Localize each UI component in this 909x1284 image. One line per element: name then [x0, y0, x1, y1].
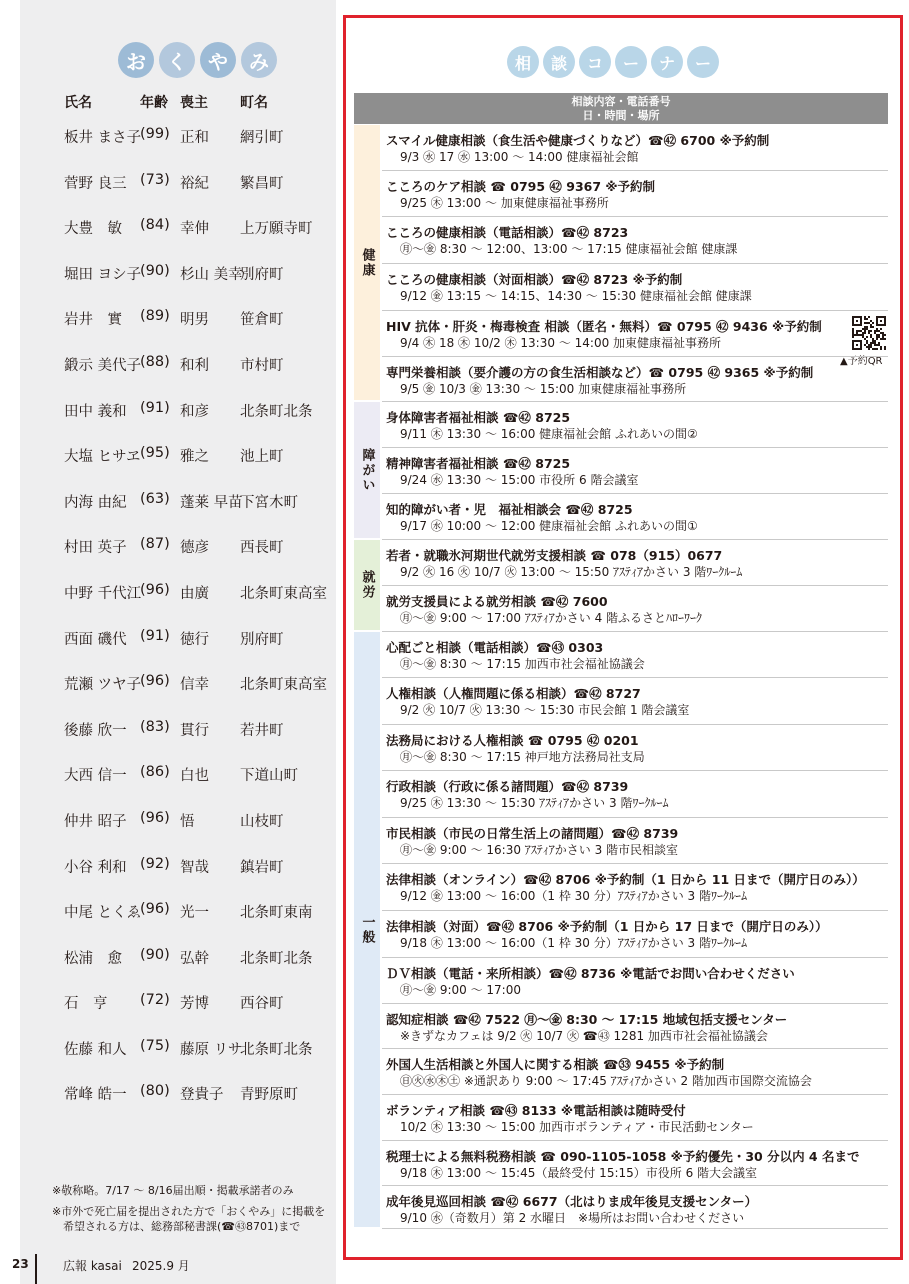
- obituary-row: [64, 114, 334, 160]
- obituary-town: 池上町: [240, 449, 284, 466]
- consultation-entry: [382, 171, 888, 217]
- header-mourner: 喪主: [180, 95, 208, 111]
- obituary-mourner: 悟: [180, 813, 195, 830]
- consultation-panel: [343, 15, 903, 1260]
- consultation-detail-text: ㊊～㊎ 9:00 ～ 17:00: [400, 983, 521, 997]
- consultation-detail-text: ㊐㊋㊌㊍㊏ ※通訳あり 9:00 ～ 17:45 ｱｽﾃｨｱかさい 2 階加西市国際交流協会: [400, 1074, 812, 1088]
- obituary-row: [64, 296, 334, 342]
- obituary-note: ※敬称略。7/17 ～ 8/16届出順・掲載承諾者のみ: [52, 1184, 294, 1197]
- consultation-detail-text: 9/25 ㊍ 13:30 ～ 15:30 ｱｽﾃｨｱかさい 3 階ﾜｰｸﾙｰﾑ: [400, 796, 669, 810]
- consultation-detail-text: 9/25 ㊍ 13:00 ～ 加東健康福祉事務所: [400, 196, 609, 210]
- obituary-age: (63): [140, 490, 170, 507]
- consultation-entry: [382, 264, 888, 311]
- header-age: 年齢: [140, 95, 168, 111]
- obituary-mourner: 芳博: [180, 996, 209, 1013]
- consultation-title-text: 就労支援員による就労相談 ☎㊷ 7600: [386, 594, 608, 609]
- consultation-entry: [382, 402, 888, 448]
- consultation-detail-text: 9/10 ㊌（奇数月）第 2 水曜日 ※場所はお問い合わせください: [400, 1211, 745, 1225]
- consultation-title-text: スマイル健康相談（食生活や健康づくりなど）☎㊷ 6700 ※予約制: [386, 133, 770, 148]
- consultation-detail-text: 9/2 ㊋ 10/7 ㊋ 13:30 ～ 15:30 市民会館 1 階会議室: [400, 703, 690, 717]
- obituary-age: (80): [140, 1083, 170, 1100]
- consultation-title-text: 知的障がい者・児 福祉相談会 ☎㊷ 8725: [386, 502, 633, 517]
- obituary-town: 若井町: [240, 722, 284, 739]
- obituary-row: [64, 160, 334, 206]
- obituary-mourner: 雅之: [180, 449, 209, 466]
- obituary-name: 大豊 敏: [64, 221, 122, 238]
- category-label: 就労: [359, 570, 375, 600]
- consultation-title-text: 法律相談（オンライン）☎㊷ 8706 ※予約制（1 日から 11 日まで（開庁日のみ））: [386, 872, 865, 887]
- obituary-mourner: 明男: [180, 312, 209, 329]
- obituary-row: [64, 980, 334, 1026]
- obituary-row: [64, 616, 334, 662]
- consultation-entry: [382, 586, 888, 632]
- consultation-title-char: ナ: [651, 46, 683, 78]
- obituary-row: [64, 844, 334, 890]
- obituary-row: [64, 342, 334, 388]
- obituary-age: (75): [140, 1037, 170, 1054]
- table-header-line: 相談内容・電話番号: [571, 95, 671, 108]
- obituary-title-char: く: [159, 42, 195, 78]
- obituary-name: 内海 由紀: [64, 494, 127, 511]
- obituary-row: [64, 251, 334, 297]
- obituary-town: 山枝町: [240, 813, 284, 830]
- consultation-entry: [382, 725, 888, 771]
- consultation-title-text: 法律相談（対面）☎㊷ 8706 ※予約制（1 日から 17 日まで（開庁日のみ））: [386, 919, 828, 934]
- obituary-row: [64, 1026, 334, 1072]
- obituary-town: 繁昌町: [240, 175, 284, 192]
- obituary-town: 北条町東高室: [240, 677, 327, 694]
- obituary-name: 荒瀬 ツヤ子: [64, 677, 142, 694]
- obituary-town: 北条町北条: [240, 403, 313, 420]
- obituary-name: 菅野 良三: [64, 175, 127, 192]
- consultation-title-text: こころのケア相談 ☎ 0795 ㊷ 9367 ※予約制: [386, 179, 656, 194]
- table-header: [354, 93, 888, 124]
- obituary-town: 北条町東高室: [240, 585, 327, 602]
- consultation-title-text: 精神障害者福祉相談 ☎㊷ 8725: [386, 456, 571, 471]
- obituary-age: (90): [140, 946, 170, 963]
- publication-date: 2025.9 月: [132, 1259, 190, 1273]
- obituary-list: [64, 114, 334, 1117]
- obituary-name: 堀田 ヨシ子: [64, 266, 142, 283]
- consultation-title-text: 専門栄養相談（要介護の方の食生活相談など）☎ 0795 ㊷ 9365 ※予約制: [386, 365, 814, 380]
- consultation-title-text: こころの健康相談（対面相談）☎㊷ 8723 ※予約制: [386, 272, 683, 287]
- consultation-title: [507, 46, 719, 78]
- obituary-town: 網引町: [240, 130, 284, 146]
- obituary-town: 西谷町: [240, 996, 284, 1013]
- obituary-age: (96): [140, 809, 170, 826]
- obituary-name: 村田 英子: [64, 540, 127, 557]
- obituary-mourner: 徳行: [180, 631, 209, 648]
- obituary-name: 小谷 利和: [64, 859, 127, 876]
- obituary-name: 岩井 實: [64, 312, 122, 329]
- obituary-age: (99): [140, 126, 170, 142]
- obituary-name: 中野 千代江: [64, 585, 142, 602]
- consultation-detail-text: ㊊～㊎ 9:00 ～ 17:00 ｱｽﾃｨｱかさい 4 階ふるさとﾊﾛｰﾜｰｸ: [400, 611, 703, 625]
- consultation-entry: [382, 448, 888, 494]
- consultation-detail-text: 9/24 ㊌ 13:30 ～ 15:00 市役所 6 階会議室: [400, 473, 639, 487]
- obituary-note-line: 希望される方は、総務部秘書課(☎㊸8701)まで: [52, 1220, 301, 1233]
- consultation-detail-text: 9/4 ㊍ 18 ㊍ 10/2 ㊍ 13:30 ～ 14:00 加東健康福祉事務所: [400, 336, 722, 350]
- obituary-row: [64, 479, 334, 525]
- consultation-title-text: 行政相談（行政に係る諸問題）☎㊷ 8739: [386, 779, 629, 794]
- obituary-name: 仲井 昭子: [64, 813, 127, 830]
- consultation-title-text: 認知症相談 ☎㊷ 7522 ㊊～㊎ 8:30 ～ 17:15 地域包括支援センター: [386, 1012, 788, 1027]
- consultation-entry: [382, 494, 888, 540]
- obituary-mourner: 德彦: [180, 540, 209, 557]
- obituary-town: 別府町: [240, 266, 284, 283]
- obituary-mourner: 藤原 リサ: [180, 1041, 243, 1058]
- category-health: [354, 125, 380, 400]
- obituary-age: (92): [140, 855, 170, 872]
- obituary-mourner: 蓬莱 早苗: [180, 494, 243, 511]
- obituary-mourner: 杉山 美幸: [180, 266, 243, 283]
- obituary-age: (90): [140, 262, 170, 279]
- consultation-title-text: 法務局における人権相談 ☎ 0795 ㊷ 0201: [386, 733, 639, 748]
- consultation-entry: [382, 911, 888, 958]
- obituary-town: 北条町東南: [240, 905, 313, 922]
- consultation-detail-text: 9/5 ㊎ 10/3 ㊎ 13:30 ～ 15:00 加東健康福祉事務所: [400, 382, 687, 396]
- obituary-age: (89): [140, 308, 170, 325]
- obituary-town: 青野原町: [240, 1087, 298, 1104]
- obituary-name: 松浦 愈: [64, 950, 122, 967]
- consultation-detail-text: 9/2 ㊋ 16 ㊋ 10/7 ㊋ 13:00 ～ 15:50 ｱｽﾃｨｱかさい 3 階ﾜｰｸﾙｰﾑ: [400, 565, 743, 579]
- consultation-entry: [382, 1095, 888, 1141]
- obituary-age: (96): [140, 581, 170, 598]
- consultation-detail-text: 9/12 ㊎ 13:00 ～ 16:00（1 枠 30 分）ｱｽﾃｨｱかさい 3 階ﾜｰｸﾙｰﾑ: [400, 889, 747, 903]
- obituary-title-char: み: [241, 42, 277, 78]
- consultation-entry: [382, 958, 888, 1004]
- category-label: 障がい: [359, 447, 375, 493]
- obituary-header-row: [64, 92, 334, 112]
- obituary-town: 北条町北条: [240, 1041, 313, 1058]
- consultation-title-text: ボランティア相談 ☎㊸ 8133 ※電話相談は随時受付: [386, 1103, 686, 1118]
- consultation-entry: [382, 1186, 888, 1229]
- consultation-title-char: 相: [507, 46, 539, 78]
- footer-divider: [35, 1254, 37, 1284]
- obituary-mourner: 信幸: [180, 677, 209, 694]
- obituary-town: 別府町: [240, 631, 284, 648]
- obituary-mourner: 智哉: [180, 859, 209, 876]
- obituary-note-line: ※市外で死亡届を提出された方で「おくやみ」に掲載を: [52, 1205, 326, 1218]
- obituary-title-char: や: [200, 42, 236, 78]
- obituary-age: (86): [140, 764, 170, 781]
- obituary-mourner: 登貴子: [180, 1087, 224, 1104]
- category-label: 一般: [359, 914, 375, 945]
- obituary-name: 佐藤 和人: [64, 1041, 127, 1058]
- consultation-detail-text: 9/12 ㊎ 13:15 ～ 14:15、14:30 ～ 15:30 健康福祉会館 健康課: [400, 289, 752, 303]
- consultation-title-text: 身体障害者福祉相談 ☎㊷ 8725: [386, 410, 571, 425]
- obituary-row: [64, 707, 334, 753]
- obituary-age: (84): [140, 217, 170, 234]
- consultation-detail-text: ㊊～㊎ 9:00 ～ 16:30 ｱｽﾃｨｱかさい 3 階市民相談室: [400, 843, 679, 857]
- obituary-row: [64, 935, 334, 981]
- obituary-town: 鎮岩町: [240, 859, 284, 876]
- obituary-town: 下道山町: [240, 768, 298, 785]
- consultation-detail-text: ※きずなカフェは 9/2 ㊋ 10/7 ㊋ ☎㊸ 1281 加西市社会福祉協議会: [400, 1029, 768, 1043]
- consultation-title-char: ー: [615, 46, 647, 78]
- obituary-name: 田中 義和: [64, 403, 127, 420]
- obituary-name: 大西 信一: [64, 768, 127, 785]
- consultation-title-text: 外国人生活相談と外国人に関する相談 ☎㉝ 9455 ※予約制: [386, 1057, 725, 1072]
- obituary-mourner: 光一: [180, 905, 209, 922]
- obituary-row: [64, 524, 334, 570]
- consultation-entry: [382, 357, 888, 402]
- consultation-detail-text: ㊊～㊎ 8:30 ～ 12:00、13:00 ～ 17:15 健康福祉会館 健康課: [400, 242, 738, 256]
- obituary-mourner: 裕紀: [180, 175, 209, 192]
- obituary-mourner: 白也: [180, 768, 209, 785]
- obituary-age: (73): [140, 171, 170, 188]
- category-label: 健康: [359, 247, 375, 278]
- obituary-town: 下宮木町: [240, 494, 298, 511]
- obituary-mourner: 幸伸: [180, 221, 209, 238]
- header-town: 町名: [240, 95, 268, 111]
- obituary-age: (72): [140, 992, 170, 1009]
- obituary-title: [118, 42, 277, 78]
- consultation-entry: [382, 217, 888, 264]
- obituary-mourner: 弘幹: [180, 950, 209, 967]
- table-header-line: 日・時間・場所: [582, 109, 660, 122]
- header-name: 氏名: [64, 95, 92, 111]
- obituary-row: [64, 752, 334, 798]
- category-employment: [354, 540, 380, 630]
- consultation-detail-text: 10/2 ㊍ 13:30 ～ 15:00 加西市ボランティア・市民活動センター: [400, 1120, 754, 1134]
- category-disability: [354, 402, 380, 538]
- consultation-detail-text: 9/17 ㊌ 10:00 ～ 12:00 健康福祉会館 ふれあいの間①: [400, 519, 698, 533]
- consultation-title-text: こころの健康相談（電話相談）☎㊷ 8723: [386, 225, 629, 240]
- consultation-title-text: 人権相談（人権問題に係る相談）☎㊷ 8727: [386, 686, 641, 701]
- obituary-age: (95): [140, 445, 170, 462]
- obituary-age: (83): [140, 718, 170, 735]
- obituary-row: [64, 388, 334, 434]
- consultation-detail-text: 9/18 ㊍ 13:00 ～ 15:45（最終受付 15:15）市役所 6 階大会議室: [400, 1166, 758, 1180]
- consultation-detail-text: 9/11 ㊍ 13:30 ～ 16:00 健康福祉会館 ふれあいの間②: [400, 427, 698, 441]
- consultation-detail-text: 9/18 ㊍ 13:00 ～ 16:00（1 枠 30 分）ｱｽﾃｨｱかさい 3 階ﾜｰｸﾙｰﾑ: [400, 936, 747, 950]
- obituary-name: 大塩 ヒサヱ: [64, 449, 141, 466]
- consultation-title-text: 市民相談（市民の日常生活上の諸問題）☎㊷ 8739: [386, 826, 679, 841]
- obituary-town: 西長町: [240, 540, 284, 557]
- consultation-detail-text: 9/3 ㊌ 17 ㊌ 13:00 ～ 14:00 健康福祉会館: [400, 150, 639, 164]
- consultation-title-text: 成年後見巡回相談 ☎㊷ 6677（北はりま成年後見支援センター）: [386, 1194, 758, 1209]
- obituary-name: 中尾 とくゑ: [64, 905, 142, 922]
- obituary-town: 上万願寺町: [240, 221, 313, 238]
- consultation-entry: [382, 771, 888, 818]
- obituary-mourner: 正和: [180, 130, 209, 146]
- obituary-age: (91): [140, 399, 170, 416]
- consultation-entry: [382, 125, 888, 171]
- consultation-title-text: 若者・就職氷河期世代就労支援相談 ☎ 078（915）0677: [386, 548, 723, 563]
- obituary-name: 後藤 欣一: [64, 722, 127, 739]
- obituary-name: 常峰 皓一: [64, 1087, 127, 1104]
- obituary-age: (96): [140, 673, 170, 690]
- obituary-mourner: 由廣: [180, 585, 209, 602]
- consultation-title-char: ー: [687, 46, 719, 78]
- page-number: 23: [12, 1257, 29, 1271]
- obituary-row: [64, 1071, 334, 1117]
- obituary-row: [64, 889, 334, 935]
- consultation-entry: [382, 678, 888, 725]
- obituary-age: (88): [140, 353, 170, 370]
- obituary-name: 板井 まさ子: [64, 130, 142, 146]
- qr-label: ▲予約QR: [840, 356, 883, 367]
- obituary-row: [64, 205, 334, 251]
- consultation-title-char: コ: [579, 46, 611, 78]
- consultation-entry: [382, 818, 888, 864]
- obituary-panel: [20, 0, 336, 1284]
- obituary-row: [64, 798, 334, 844]
- obituary-age: (87): [140, 536, 170, 553]
- consultation-entry: [382, 632, 888, 678]
- consultation-entry: [382, 1049, 888, 1095]
- obituary-mourner: 和彦: [180, 403, 209, 420]
- obituary-name: 石 亨: [64, 996, 108, 1013]
- publication-name: 広報 kasai: [63, 1259, 122, 1273]
- consultation-entry: [382, 864, 888, 911]
- obituary-town: 北条町北条: [240, 950, 313, 967]
- obituary-name: 鍛示 美代子: [64, 357, 142, 374]
- consultation-title-text: ＤＶ相談（電話・来所相談）☎㊷ 8736 ※電話でお問い合わせください: [386, 966, 795, 981]
- obituary-mourner: 和利: [180, 357, 209, 374]
- consultation-title-text: HIV 抗体・肝炎・梅毒検査 相談（匿名・無料）☎ 0795 ㊷ 9436 ※予約制: [386, 319, 822, 334]
- obituary-town: 笹倉町: [240, 312, 284, 329]
- obituary-town: 市村町: [240, 357, 284, 374]
- consultation-title-text: 税理士による無料税務相談 ☎ 090-1105-1058 ※予約優先・30 分以内 4 名まで: [386, 1149, 860, 1164]
- consultation-entry: [382, 540, 888, 586]
- obituary-row: [64, 661, 334, 707]
- obituary-age: (96): [140, 901, 170, 918]
- obituary-title-char: お: [118, 42, 154, 78]
- obituary-name: 西面 磯代: [64, 631, 127, 648]
- consultation-entry: [382, 1141, 888, 1186]
- category-general: [354, 632, 380, 1227]
- consultation-entry: [382, 311, 888, 357]
- consultation-title-text: 心配ごと相談（電話相談）☎㊸ 0303: [386, 640, 604, 655]
- consultation-detail-text: ㊊～㊎ 8:30 ～ 17:15 神戸地方法務局社支局: [400, 750, 645, 764]
- obituary-row: [64, 433, 334, 479]
- obituary-row: [64, 570, 334, 616]
- consultation-title-char: 談: [543, 46, 575, 78]
- consultation-detail-text: ㊊～㊎ 8:30 ～ 17:15 加西市社会福祉協議会: [400, 657, 645, 671]
- consultation-entry: [382, 1004, 888, 1049]
- obituary-mourner: 貫行: [180, 722, 209, 739]
- obituary-age: (91): [140, 627, 170, 644]
